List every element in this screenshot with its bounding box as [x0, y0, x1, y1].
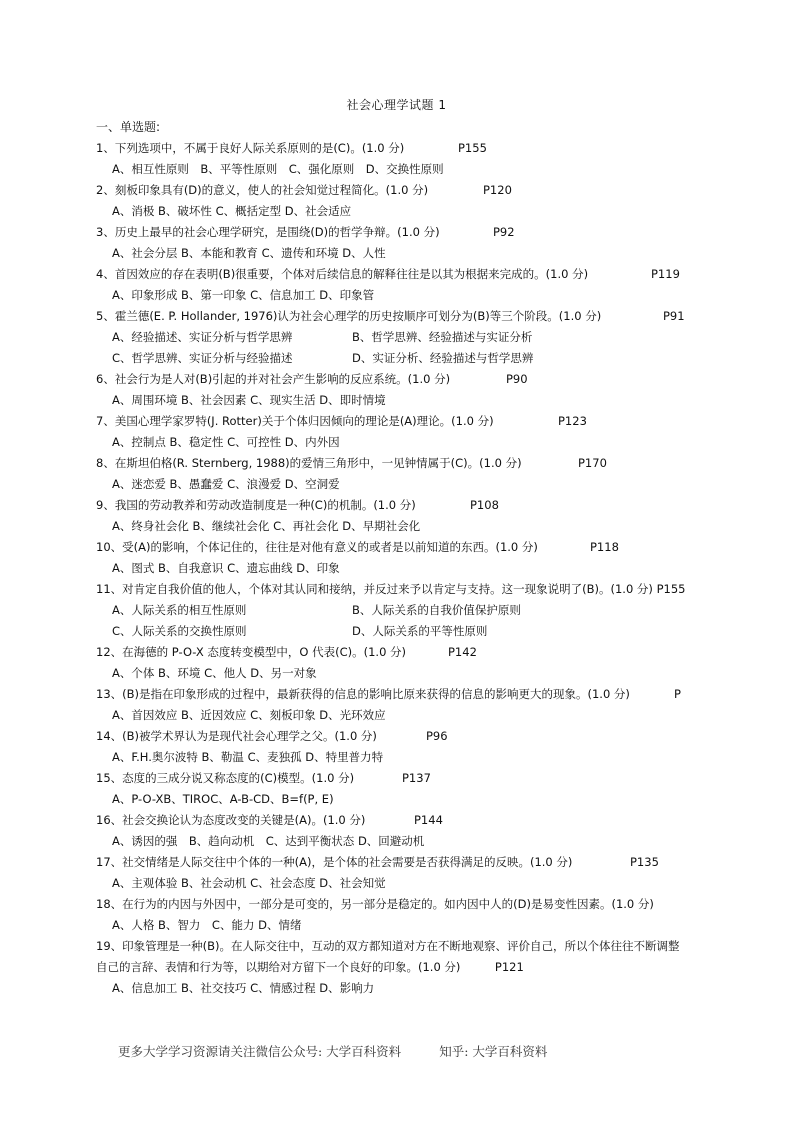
page-reference: P91: [663, 309, 685, 323]
question-text: 8、在斯坦伯格(R. Sternberg, 1988)的爱情三角形中，一见钟情属于(C)。(1.0 分): [96, 456, 522, 470]
question-options: [96, 390, 696, 411]
question-text: 17、社交情绪是人际交往中个体的一种(A)，是个体的社会需要是否获得满足的反映。(1.0 分): [96, 855, 573, 869]
page-footer: [118, 1042, 547, 1060]
section-heading: 一、单选题:: [96, 120, 161, 134]
option-line: A、控制点 B、稳定性 C、可控性 D、内外因: [112, 435, 340, 449]
page-reference: P96: [426, 729, 448, 743]
question-options: [96, 432, 696, 453]
page-reference: P90: [506, 372, 528, 386]
question-options: [96, 327, 696, 348]
option-cell: C、人际关系的交换性原则: [112, 624, 247, 638]
question-text: 11、对肯定自我价值的他人，个体对其认同和接纳，并反过来予以肯定与支持。这一现象说明了(B)。(1.0 分): [96, 582, 653, 596]
question-options: [96, 558, 696, 579]
question-item: [96, 264, 696, 285]
question-item: [96, 411, 696, 432]
question-options: [96, 789, 696, 810]
option-line: A、F.H.奥尔波特 B、勒温 C、麦独孤 D、特里普力特: [112, 750, 384, 764]
page-reference: P123: [558, 414, 587, 428]
question-text: 18、在行为的内因与外因中，一部分是可变的，另一部分是稳定的。如内因中人的(D)是易变性因素。(1.0 分): [96, 897, 654, 911]
question-text: 3、历史上最早的社会心理学研究，是围绕(D)的哲学争辩。(1.0 分): [96, 225, 440, 239]
page-reference: P142: [448, 645, 477, 659]
page-reference: P108: [470, 498, 499, 512]
option-line: A、人格 B、智力 C、能力 D、情绪: [112, 918, 302, 932]
question-item: [96, 642, 696, 663]
option-line: A、诱因的强 B、趋向动机 C、达到平衡状态 D、回避动机: [112, 834, 425, 848]
question-item: [96, 306, 696, 327]
page-reference: P137: [402, 771, 431, 785]
question-text: 2、刻板印象具有(D)的意义，使人的社会知觉过程简化。(1.0 分): [96, 183, 429, 197]
page-reference: P170: [578, 456, 607, 470]
option-cell: A、经验描述、实证分析与哲学思辨: [112, 330, 293, 344]
question-options: [96, 747, 696, 768]
question-text: 1、下列选项中，不属于良好人际关系原则的是(C)。(1.0 分): [96, 141, 405, 155]
question-options: [96, 705, 696, 726]
question-options: [96, 915, 696, 936]
option-line: A、主观体验 B、社会动机 C、社会态度 D、社会知觉: [112, 876, 386, 890]
question-text: 14、(B)被学术界认为是现代社会心理学之父。(1.0 分): [96, 729, 377, 743]
footer-zhihu-text: 知乎: 大学百科资料: [439, 1044, 548, 1059]
option-line: A、首因效应 B、近因效应 C、刻板印象 D、光环效应: [112, 708, 386, 722]
option-cell: C、哲学思辨、实证分析与经验描述: [112, 351, 293, 365]
question-item: [96, 495, 696, 516]
option-line: A、消极 B、破坏性 C、概括定型 D、社会适应: [112, 204, 352, 218]
question-text: 4、首因效应的存在表明(B)很重要，个体对后续信息的解释往往是以其为根据来完成的。(1.0 分): [96, 267, 589, 281]
question-options: [96, 873, 696, 894]
question-options: [96, 978, 696, 999]
page-reference: P121: [494, 960, 524, 974]
question-options: [96, 159, 696, 180]
option-line: A、周围环境 B、社会因素 C、现实生活 D、即时情境: [112, 393, 386, 407]
option-cell: D、人际关系的平等性原则: [352, 624, 488, 638]
question-item: [96, 138, 696, 159]
question-text: 7、美国心理学家罗特(J. Rotter)关于个体归因倾向的理论是(A)理论。(1.0 分): [96, 414, 494, 428]
question-options: [96, 600, 696, 621]
question-item: [96, 537, 696, 558]
question-options: [96, 621, 696, 642]
question-options: [96, 243, 696, 264]
option-cell: A、人际关系的相互性原则: [112, 603, 247, 617]
option-line: A、图式 B、自我意识 C、遗忘曲线 D、印象: [112, 561, 340, 575]
question-list: [96, 138, 696, 999]
page-reference: P119: [651, 267, 680, 281]
question-item: [96, 810, 696, 831]
option-line: A、印象形成 B、第一印象 C、信息加工 D、印象管: [112, 288, 375, 302]
option-cell: B、哲学思辨、经验描述与实证分析: [352, 330, 533, 344]
question-options: [96, 201, 696, 222]
question-item: [96, 453, 696, 474]
option-line: A、信息加工 B、社交技巧 C、情感过程 D、影响力: [112, 981, 375, 995]
option-line: A、社会分层 B、本能和教育 C、遗传和环境 D、人性: [112, 246, 386, 260]
page-reference: P135: [630, 855, 659, 869]
question-text: 19、印象管理是一种(B)。在人际交往中，互动的双方都知道对方在不断地观察、评价自己，所以个体往往不断调整自己的言辞、表情和行为等，以期给对方留下一个良好的印象。(1.0 分): [96, 939, 680, 974]
page-reference: P118: [590, 540, 619, 554]
option-line: A、个体 B、环境 C、他人 D、另一对象: [112, 666, 317, 680]
option-line: A、终身社会化 B、继续社会化 C、再社会化 D、早期社会化: [112, 519, 421, 533]
page-reference: P155: [458, 141, 487, 155]
question-text: 6、社会行为是人对(B)引起的并对社会产生影响的反应系统。(1.0 分): [96, 372, 451, 386]
question-text: 9、我国的劳动教养和劳动改造制度是一种(C)的机制。(1.0 分): [96, 498, 416, 512]
question-options: [96, 516, 696, 537]
question-item: [96, 684, 696, 705]
question-options: [96, 285, 696, 306]
question-text: 15、态度的三成分说又称态度的(C)模型。(1.0 分): [96, 771, 355, 785]
footer-wechat-text: 更多大学学习资源请关注微信公众号: 大学百科资料: [118, 1044, 402, 1059]
page-reference: P155: [656, 582, 686, 596]
question-options: [96, 348, 696, 369]
question-text: 10、受(A)的影响，个体记住的，往往是对他有意义的或者是以前知道的东西。(1.0 分): [96, 540, 538, 554]
question-item: [96, 726, 696, 747]
question-item: [96, 768, 696, 789]
page-reference: P144: [414, 813, 443, 827]
option-cell: D、实证分析、经验描述与哲学思辨: [352, 351, 534, 365]
question-item: [96, 180, 696, 201]
page-title: 社会心理学试题 1: [346, 98, 447, 112]
option-cell: B、人际关系的自我价值保护原则: [352, 603, 521, 617]
option-line: A、迷恋爱 B、愚蠢爱 C、浪漫爱 D、空洞爱: [112, 477, 340, 491]
question-options: [96, 831, 696, 852]
question-item: [96, 222, 696, 243]
question-text: 5、霍兰德(E. P. Hollander, 1976)认为社会心理学的历史按顺序可划分为(B)等三个阶段。(1.0 分): [96, 309, 602, 323]
question-item: [96, 894, 688, 915]
question-item: [96, 852, 696, 873]
question-options: [96, 663, 696, 684]
question-text: 16、社会交换论认为态度改变的关键是(A)。(1.0 分): [96, 813, 366, 827]
option-line: A、P-O-XB、TIROC、A-B-CD、B=f(P, E): [112, 792, 334, 806]
question-text: 13、(B)是指在印象形成的过程中，最新获得的信息的影响比原来获得的信息的影响更大的现象。(1.0 分): [96, 687, 630, 701]
question-item: [96, 369, 696, 390]
question-text: 12、在海德的 P-O-X 态度转变模型中，O 代表(C)。(1.0 分): [96, 645, 407, 659]
page-reference: P: [674, 687, 681, 701]
question-options: [96, 474, 696, 495]
question-item: [96, 936, 688, 978]
option-line: A、相互性原则 B、平等性原则 C、强化原则 D、交换性原则: [112, 162, 444, 176]
page-reference: P120: [483, 183, 512, 197]
page-reference: P92: [493, 225, 515, 239]
question-item: [96, 579, 688, 600]
